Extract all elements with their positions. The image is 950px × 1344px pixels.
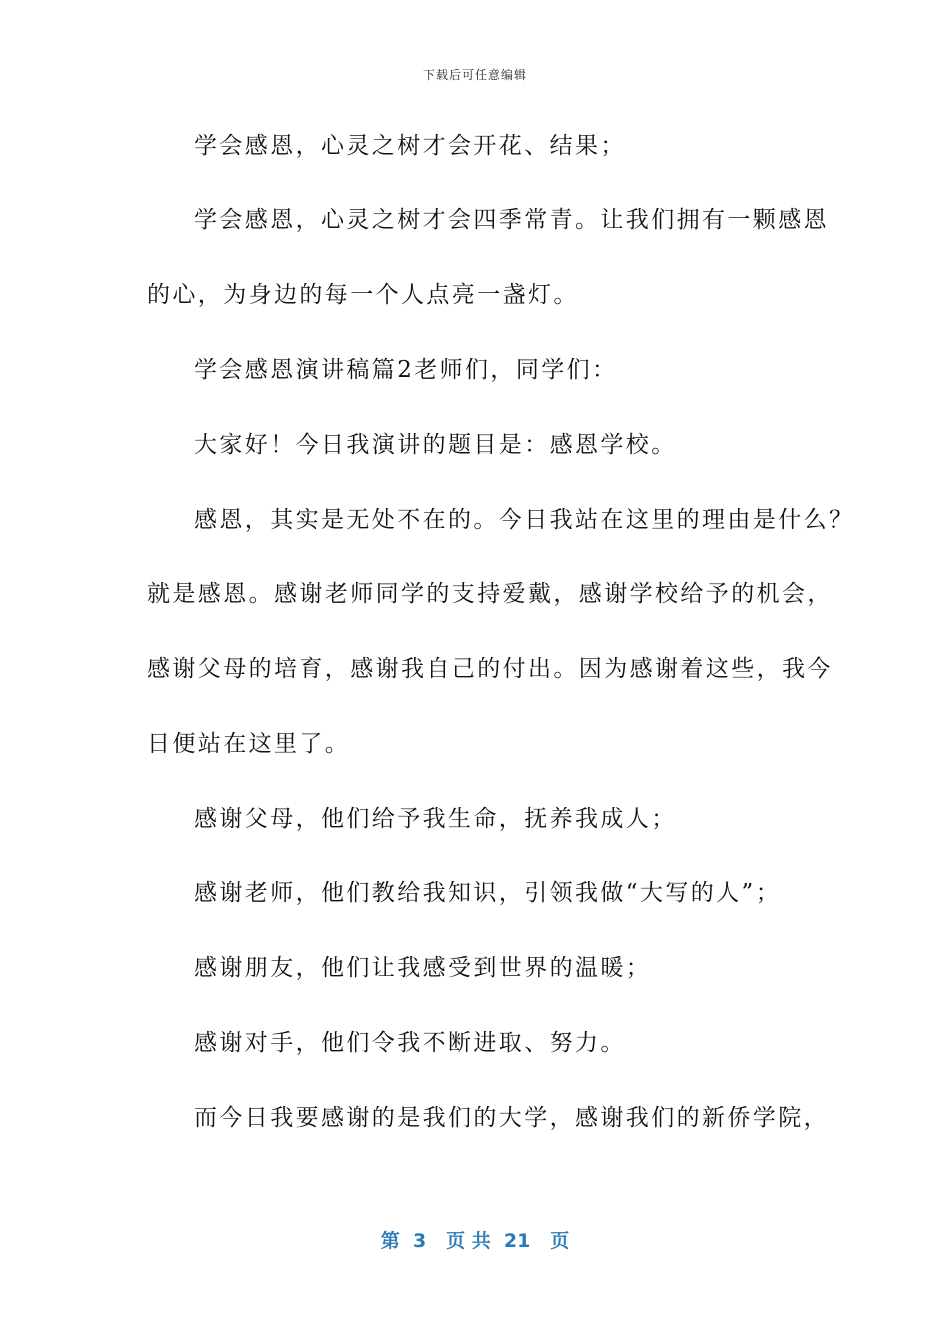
paragraph-line: 就是感恩。感谢老师同学的支持爱戴，感谢学校给予的机会，	[147, 581, 833, 607]
paragraph-line: 而今日我要感谢的是我们的大学，感谢我们的新侨学院，	[194, 1105, 829, 1131]
paragraph-line: 学会感恩，心灵之树才会开花、结果；	[194, 133, 626, 159]
paragraph-line: 日便站在这里了。	[147, 731, 351, 757]
paragraph-line: 感谢父母的培育，感谢我自己的付出。因为感谢着这些，我今	[147, 656, 833, 682]
paragraph-line: 学会感恩演讲稿篇2老师们，同学们：	[194, 357, 618, 383]
paragraph-line: 感谢对手，他们令我不断进取、努力。	[194, 1030, 626, 1056]
paragraph-line: 感谢老师，他们教给我知识，引领我做“大写的人”；	[194, 880, 782, 906]
header-note: 下载后可任意编辑	[422, 68, 527, 82]
paragraph-line: 感谢父母，他们给予我生命，抚养我成人；	[194, 806, 677, 832]
paragraph-line: 感谢朋友，他们让我感受到世界的温暖；	[194, 955, 652, 981]
paragraph-line: 感恩，其实是无处不在的。今日我站在这里的理由是什么？	[194, 507, 855, 533]
paragraph-line: 学会感恩，心灵之树才会四季常青。让我们拥有一颗感恩	[194, 207, 829, 233]
paragraph-line: 大家好！今日我演讲的题目是：感恩学校。	[194, 432, 677, 458]
page-number-footer: 第 3 页 共 21 页	[380, 1230, 570, 1252]
paragraph-line: 的心，为身边的每一个人点亮一盏灯。	[147, 282, 579, 308]
